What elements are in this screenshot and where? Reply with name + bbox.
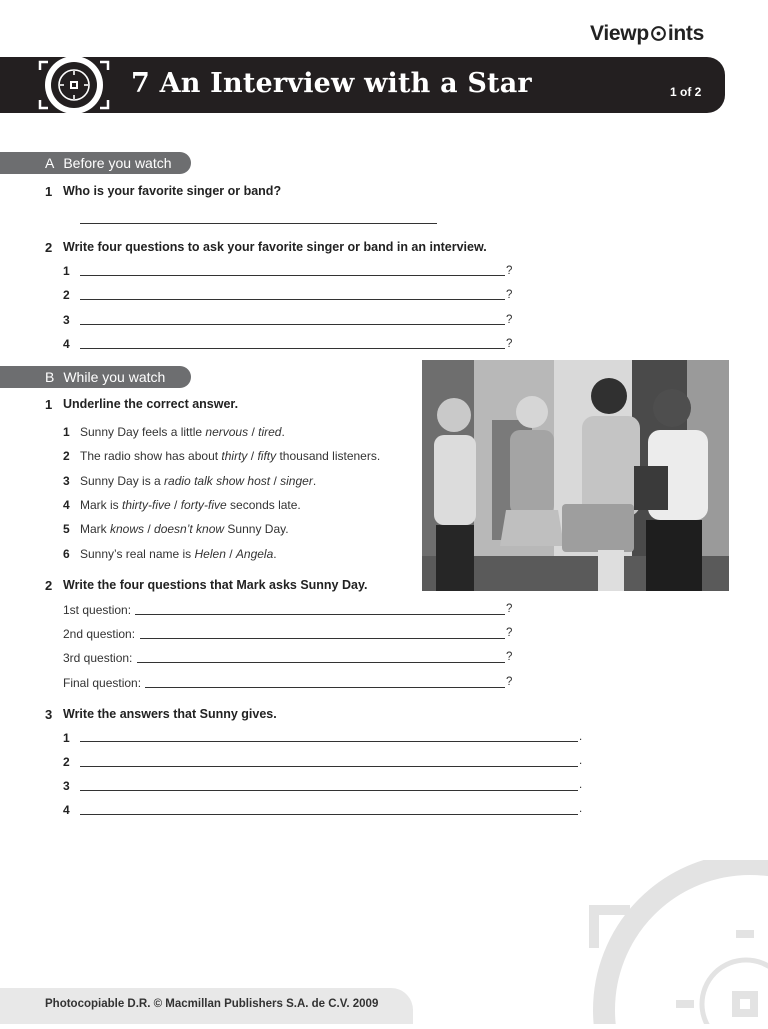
answer-line[interactable] (80, 814, 578, 815)
question-mark: ? (506, 651, 513, 663)
final-question-label: Final question: (63, 676, 142, 690)
second-question-line[interactable] (140, 638, 505, 639)
question-mark: ? (506, 265, 513, 277)
brand-logo-text-end: ints (667, 22, 704, 45)
copyright-footer: Photocopiable D.R. © Macmillan Publishers S.A. de C.V. 2009 (45, 998, 379, 1010)
item-text-end: . (312, 474, 317, 488)
page-count: 1 of 2 (670, 85, 702, 99)
answer-line[interactable] (80, 790, 578, 791)
item-number: 3 (63, 779, 70, 793)
answer-line[interactable] (80, 348, 505, 349)
page-title: 7 An Interview with a Star (131, 68, 532, 99)
period-mark: . (579, 755, 583, 767)
question-b1-number: 1 (45, 397, 53, 412)
underline-item-number: 2 (63, 449, 70, 463)
answer-line-a1[interactable] (80, 223, 437, 224)
question-mark: ? (506, 676, 513, 688)
option-two[interactable]: fifty (257, 449, 277, 463)
underline-item (80, 547, 277, 561)
option-two[interactable]: singer (280, 474, 313, 488)
answer-line[interactable] (80, 275, 505, 276)
option-one[interactable]: radio talk show host (164, 474, 271, 488)
third-question-label: 3rd question: (63, 651, 133, 665)
question-mark: ? (506, 603, 513, 615)
item-number: 1 (63, 731, 70, 745)
underline-item-number: 5 (63, 522, 70, 536)
question-a2-number: 2 (45, 240, 53, 255)
underline-item-number: 1 (63, 425, 70, 439)
second-question-label: 2nd question: (63, 627, 136, 641)
section-b-title: While you watch (63, 369, 166, 385)
question-b2-number: 2 (45, 578, 53, 593)
option-two[interactable]: tired (258, 425, 282, 439)
question-b2-text: Write the four questions that Mark asks Sunny Day. (63, 578, 368, 592)
period-mark: . (579, 779, 583, 791)
underline-item-number: 4 (63, 498, 70, 512)
answer-line[interactable] (80, 324, 505, 325)
item-text-start: Mark is (80, 498, 122, 512)
item-text-start: Sunny Day is a (80, 474, 165, 488)
option-two[interactable]: forty-five (180, 498, 227, 512)
option-one[interactable]: thirty (221, 449, 248, 463)
underline-item (80, 425, 285, 439)
item-number: 2 (63, 755, 70, 769)
question-mark: ? (506, 627, 513, 639)
brand-logo (590, 22, 704, 46)
underline-item (80, 522, 289, 536)
question-a1-number: 1 (45, 184, 53, 199)
final-question-line[interactable] (145, 687, 505, 688)
section-b-letter: B (45, 369, 55, 385)
question-a2-text: Write four questions to ask your favorite singer or band in an interview. (63, 240, 487, 254)
first-question-label: 1st question: (63, 603, 132, 617)
target-o-icon (650, 25, 667, 42)
question-mark: ? (506, 289, 513, 301)
option-separator: / (144, 522, 155, 536)
option-separator: / (248, 425, 259, 439)
item-text-start: Sunny Day feels a little (80, 425, 206, 439)
option-two[interactable]: doesn’t know (154, 522, 225, 536)
option-one[interactable]: Helen (194, 547, 226, 561)
section-b-tab (0, 366, 191, 388)
option-one[interactable]: nervous (205, 425, 249, 439)
option-separator: / (170, 498, 181, 512)
section-a-title: Before you watch (63, 155, 172, 171)
question-mark: ? (506, 314, 513, 326)
third-question-line[interactable] (137, 662, 505, 663)
item-text-end: . (281, 425, 285, 439)
item-number: 4 (63, 803, 70, 817)
underline-item (80, 449, 380, 463)
answer-line[interactable] (80, 741, 578, 742)
option-one[interactable]: thirty-five (122, 498, 171, 512)
option-separator: / (225, 547, 236, 561)
item-number: 3 (63, 313, 70, 327)
brand-logo-text-start: Viewp (590, 22, 649, 45)
underline-item-number: 3 (63, 474, 70, 488)
answer-line[interactable] (80, 766, 578, 767)
first-question-line[interactable] (135, 614, 505, 615)
underline-item (80, 498, 301, 512)
item-number: 1 (63, 264, 70, 278)
item-number: 4 (63, 337, 70, 351)
underline-item-number: 6 (63, 547, 70, 561)
item-text-end: thousand listeners. (276, 449, 381, 463)
question-mark: ? (506, 338, 513, 350)
item-number: 2 (63, 288, 70, 302)
answer-line[interactable] (80, 299, 505, 300)
period-mark: . (579, 731, 583, 743)
item-text-end: . (273, 547, 277, 561)
decorative-target-graphic (560, 860, 768, 1024)
option-two[interactable]: Angela (235, 547, 274, 561)
question-b3-number: 3 (45, 707, 53, 722)
photo-handshake-scene (422, 360, 729, 591)
section-a-tab (0, 152, 191, 174)
option-separator: / (247, 449, 258, 463)
period-mark: . (579, 803, 583, 815)
item-text-end: seconds late. (226, 498, 301, 512)
underline-item (80, 474, 316, 488)
target-viewfinder-icon (36, 54, 112, 116)
item-text-end: Sunny Day. (224, 522, 289, 536)
item-text-start: Mark (80, 522, 110, 536)
item-text-start: The radio show has about (80, 449, 222, 463)
question-b1-text: Underline the correct answer. (63, 397, 239, 411)
section-a-letter: A (45, 155, 55, 171)
option-separator: / (270, 474, 281, 488)
question-a1-text: Who is your favorite singer or band? (63, 184, 282, 198)
item-text-start: Sunny’s real name is (80, 547, 195, 561)
question-b3-text: Write the answers that Sunny gives. (63, 707, 277, 721)
option-one[interactable]: knows (110, 522, 145, 536)
